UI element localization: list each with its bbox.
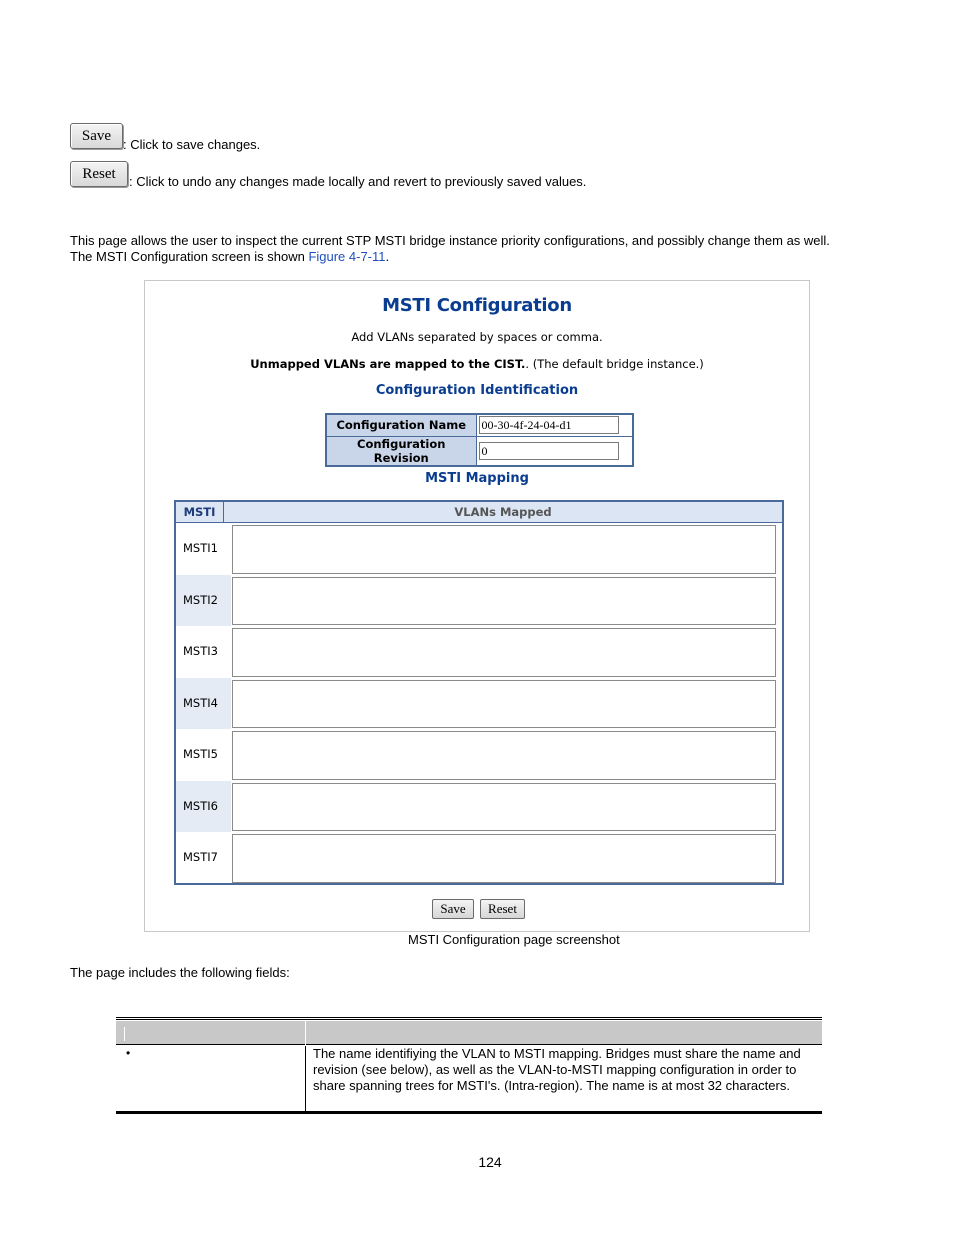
config-name-input[interactable]: 00-30-4f-24-04-d1 bbox=[479, 416, 619, 434]
mapping-row-msti5 bbox=[176, 729, 782, 781]
header-tick bbox=[124, 1027, 125, 1041]
unmapped-vlan-note-bold: Unmapped VLANs are mapped to the CIST. bbox=[250, 357, 526, 371]
table-top-rule bbox=[116, 1017, 822, 1020]
intro-line-1: This page allows the user to inspect the current STP MSTI bridge instance priority configurations, and possibly change them as well. bbox=[70, 233, 830, 248]
reset-button-image: Reset bbox=[70, 161, 128, 187]
unmapped-vlan-note-rest: . (The default bridge instance.) bbox=[525, 357, 704, 371]
vlans-mapped-textarea[interactable] bbox=[232, 783, 776, 832]
reset-button[interactable]: Reset bbox=[480, 899, 525, 919]
intro-line-2-prefix: The MSTI Configuration screen is shown bbox=[70, 249, 309, 264]
msti-mapping-table bbox=[174, 500, 784, 885]
figure-caption: MSTI Configuration page screenshot bbox=[408, 932, 620, 947]
page-number: 124 bbox=[478, 1154, 502, 1170]
page-title: MSTI Configuration bbox=[382, 295, 572, 316]
msti-label: MSTI5 bbox=[183, 747, 218, 761]
vlans-mapped-textarea[interactable] bbox=[232, 731, 776, 780]
msti-column-header: MSTI bbox=[176, 502, 224, 522]
msti-configuration-screenshot bbox=[144, 280, 810, 932]
msti-label: MSTI1 bbox=[183, 541, 218, 555]
config-name-row bbox=[326, 414, 633, 436]
config-revision-input[interactable]: 0 bbox=[479, 442, 619, 460]
config-name-label: Configuration Name bbox=[326, 414, 476, 436]
config-revision-label: Configuration Revision bbox=[326, 436, 476, 466]
table-bottom-rule bbox=[116, 1111, 822, 1114]
field-description: The name identifiying the VLAN to MSTI mapping. Bridges must share the name and revision (see below), as well as the VLAN-to-MSTI mapping configuration in order to share spanning trees for MSTI's. (Intra-region). The name is at most 32 characters. bbox=[313, 1046, 801, 1093]
figure-link[interactable]: Figure 4-7-11 bbox=[308, 249, 386, 264]
mapping-row-msti7 bbox=[176, 832, 782, 884]
msti-label: MSTI4 bbox=[176, 678, 231, 730]
intro-line-2 bbox=[70, 249, 389, 265]
vlan-separator-note: Add VLANs separated by spaces or comma. bbox=[351, 330, 603, 344]
mapping-row-msti2 bbox=[176, 575, 782, 627]
fields-intro: The page includes the following fields: bbox=[70, 965, 290, 980]
config-revision-row bbox=[326, 436, 633, 466]
msti-label: MSTI6 bbox=[176, 781, 231, 833]
save-help-text: : Click to save changes. bbox=[123, 137, 261, 152]
save-button[interactable]: Save bbox=[432, 899, 474, 919]
reset-help-text: : Click to undo any changes made locally and revert to previously saved values. bbox=[129, 174, 587, 189]
mapping-row-msti4 bbox=[176, 678, 782, 730]
mapping-header-row bbox=[176, 502, 782, 523]
vlans-mapped-column-header: VLANs Mapped bbox=[454, 505, 552, 519]
mapping-row-msti3 bbox=[176, 626, 782, 678]
mapping-row-msti6 bbox=[176, 781, 782, 833]
msti-label: MSTI2 bbox=[176, 575, 231, 627]
vlans-mapped-textarea[interactable] bbox=[232, 628, 776, 677]
vlans-mapped-textarea[interactable] bbox=[232, 577, 776, 626]
vlans-mapped-textarea[interactable] bbox=[232, 680, 776, 729]
config-identification-heading: Configuration Identification bbox=[375, 383, 579, 398]
unmapped-vlan-note bbox=[145, 357, 809, 371]
save-button-image: Save bbox=[70, 123, 123, 149]
msti-label: MSTI3 bbox=[183, 644, 218, 658]
column-divider bbox=[305, 1046, 306, 1112]
config-revision-cell bbox=[476, 436, 633, 466]
config-identification-table bbox=[325, 413, 634, 467]
config-name-cell bbox=[476, 414, 633, 436]
vlans-mapped-textarea[interactable] bbox=[232, 525, 776, 574]
header-divider bbox=[305, 1021, 306, 1045]
intro-line-2-suffix: . bbox=[385, 249, 390, 264]
mapping-row-msti1 bbox=[176, 523, 782, 575]
msti-mapping-heading: MSTI Mapping bbox=[425, 471, 529, 486]
msti-label: MSTI7 bbox=[183, 850, 218, 864]
table-row bbox=[116, 1046, 822, 1112]
vlans-mapped-textarea[interactable] bbox=[232, 834, 776, 883]
table-header-row bbox=[116, 1021, 822, 1045]
bullet-icon: • bbox=[126, 1046, 131, 1060]
